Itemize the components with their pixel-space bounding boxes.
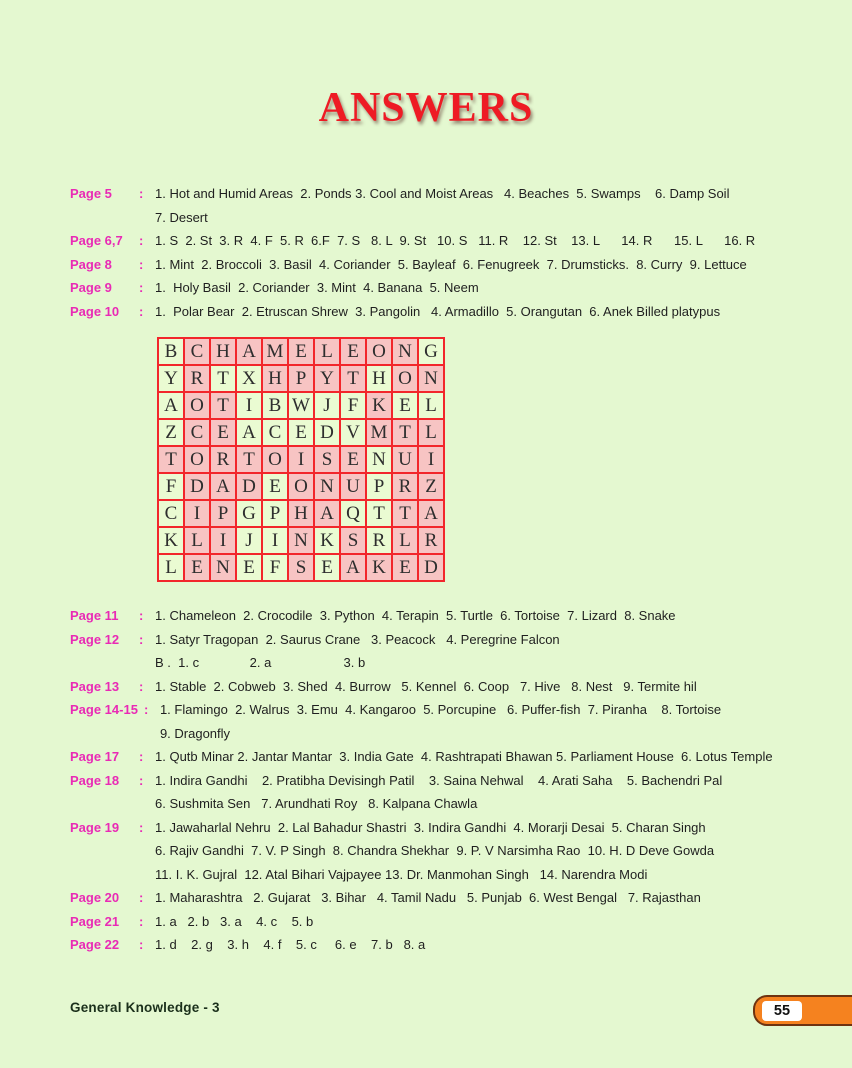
grid-cell: D [418, 554, 444, 581]
grid-cell: I [236, 392, 262, 419]
grid-cell: O [184, 392, 210, 419]
grid-cell: I [184, 500, 210, 527]
grid-cell: T [392, 419, 418, 446]
grid-cell: H [366, 365, 392, 392]
answer-line: B . 1. c 2. a 3. b [155, 655, 366, 670]
answer-page-label: Page 19 [70, 819, 120, 835]
grid-cell: O [184, 446, 210, 473]
grid-cell: C [262, 419, 288, 446]
answer-entry [70, 300, 852, 324]
answer-colon: : [139, 280, 144, 295]
answer-entry [70, 253, 852, 277]
answer-entry [70, 229, 852, 253]
grid-cell: L [418, 392, 444, 419]
grid-cell: O [262, 446, 288, 473]
answer-entry [70, 816, 852, 887]
grid-cell: B [158, 338, 184, 365]
answer-page-label: Page 8 [70, 256, 112, 272]
grid-cell: H [210, 338, 236, 365]
answer-colon: : [139, 678, 144, 694]
answer-colon: : [139, 937, 144, 952]
grid-cell: R [184, 365, 210, 392]
answer-content [155, 276, 852, 300]
answer-content [155, 604, 852, 628]
grid-cell: W [288, 392, 314, 419]
answer-line: 1. Jawaharlal Nehru 2. Lal Bahadur Shastri 3. Indira Gandhi 4. Morarji Desai 5. Charan Singh [155, 819, 706, 835]
answer-colon: : [139, 749, 144, 764]
grid-cell: R [366, 527, 392, 554]
answer-content [155, 910, 852, 934]
grid-cell: N [366, 446, 392, 473]
grid-cell: Z [158, 419, 184, 446]
answer-page-label: Page 14-15 [70, 702, 138, 717]
answer-line: 6. Sushmita Sen 7. Arundhati Roy 8. Kalpana Chawla [155, 796, 478, 811]
answer-content [155, 628, 852, 675]
grid-cell: A [340, 554, 366, 581]
grid-cell: R [392, 473, 418, 500]
grid-row [158, 392, 444, 419]
answer-colon: : [139, 631, 144, 647]
answer-line: 7. Desert [155, 209, 208, 225]
answer-line: 6. Rajiv Gandhi 7. V. P Singh 8. Chandra Shekhar 9. P. V Narsimha Rao 10. H. D Deve Gowda [155, 843, 715, 858]
grid-cell: A [236, 338, 262, 365]
answer-page-label: Page 13 [70, 678, 120, 694]
grid-cell: E [184, 554, 210, 581]
grid-cell: M [366, 419, 392, 446]
answer-entry [70, 933, 852, 957]
answer-entry [70, 910, 852, 934]
word-search-grid [157, 337, 445, 582]
grid-row [158, 446, 444, 473]
answers-list-top [70, 182, 852, 323]
grid-cell: N [314, 473, 340, 500]
answer-entry [70, 769, 852, 816]
grid-cell: L [184, 527, 210, 554]
grid-cell: I [262, 527, 288, 554]
book-title: General Knowledge - 3 [70, 1000, 220, 1015]
grid-cell: I [418, 446, 444, 473]
grid-cell: K [366, 392, 392, 419]
grid-cell: I [210, 527, 236, 554]
grid-cell: L [314, 338, 340, 365]
grid-cell: C [184, 419, 210, 446]
grid-cell: C [158, 500, 184, 527]
answer-line: 9. Dragonfly [159, 725, 231, 741]
answer-line: 1. Qutb Minar 2. Jantar Mantar 3. India Gate 4. Rashtrapati Bhawan 5. Parliament House 6. Lotus Temple [155, 749, 773, 764]
grid-cell: T [158, 446, 184, 473]
answer-content [155, 229, 852, 253]
answer-content [155, 745, 852, 769]
grid-cell: E [340, 338, 366, 365]
grid-cell: U [340, 473, 366, 500]
answer-entry [70, 675, 852, 699]
grid-cell: R [418, 527, 444, 554]
grid-cell: N [210, 554, 236, 581]
grid-cell: K [314, 527, 340, 554]
grid-row [158, 365, 444, 392]
grid-cell: L [392, 527, 418, 554]
grid-row [158, 500, 444, 527]
grid-cell: O [288, 473, 314, 500]
answer-page-label: Page 10 [70, 303, 120, 319]
answer-content [155, 933, 852, 957]
answer-colon: : [139, 819, 144, 835]
grid-cell: T [236, 446, 262, 473]
grid-cell: K [158, 527, 184, 554]
page-number: 55 [762, 1001, 802, 1021]
grid-cell: M [262, 338, 288, 365]
grid-cell: Y [314, 365, 340, 392]
grid-cell: D [236, 473, 262, 500]
answer-page-label: Page 6,7 [70, 233, 123, 248]
answer-line: 1. Hot and Humid Areas 2. Ponds 3. Cool and Moist Areas 4. Beaches 5. Swamps 6. Damp Soil [155, 186, 730, 201]
grid-cell: E [288, 419, 314, 446]
answer-line: 1. d 2. g 3. h 4. f 5. c 6. e 7. b 8. a [155, 937, 426, 952]
grid-cell: F [158, 473, 184, 500]
answer-colon: : [139, 303, 144, 319]
grid-cell: E [210, 419, 236, 446]
grid-cell: E [236, 554, 262, 581]
answer-page-label: Page 22 [70, 937, 120, 952]
answer-line: 1. Mint 2. Broccoli 3. Basil 4. Coriander 5. Bayleaf 6. Fenugreek 7. Drumsticks. 8. Curry 9. Lettuce [155, 256, 747, 272]
answer-page-label: Page 18 [70, 772, 120, 788]
answer-entry [70, 698, 852, 745]
answer-colon: : [139, 256, 144, 272]
answer-content [155, 675, 852, 699]
answer-entry [70, 604, 852, 628]
grid-cell: H [262, 365, 288, 392]
grid-cell: E [314, 554, 340, 581]
answer-entry [70, 886, 852, 910]
answer-page-label: Page 17 [70, 749, 120, 764]
grid-cell: T [392, 500, 418, 527]
grid-cell: C [184, 338, 210, 365]
answer-line: 11. I. K. Gujral 12. Atal Bihari Vajpayee 13. Dr. Manmohan Singh 14. Narendra Modi [155, 866, 648, 882]
answer-page-label: Page 20 [70, 890, 120, 905]
answer-entry [70, 745, 852, 769]
answer-content [155, 253, 852, 277]
grid-cell: G [418, 338, 444, 365]
answer-content [155, 769, 852, 816]
grid-cell: E [392, 392, 418, 419]
grid-cell: Z [418, 473, 444, 500]
grid-cell: G [236, 500, 262, 527]
grid-cell: R [210, 446, 236, 473]
grid-row [158, 473, 444, 500]
answer-line: 1. a 2. b 3. a 4. c 5. b [155, 913, 314, 929]
grid-row [158, 527, 444, 554]
grid-cell: T [210, 392, 236, 419]
grid-cell: L [418, 419, 444, 446]
answer-line: 1. Chameleon 2. Crocodile 3. Python 4. Terapin 5. Turtle 6. Tortoise 7. Lizard 8. Snake [155, 608, 676, 623]
answer-colon: : [139, 772, 144, 788]
grid-cell: J [314, 392, 340, 419]
grid-cell: J [236, 527, 262, 554]
answer-line: 1. Stable 2. Cobweb 3. Shed 4. Burrow 5. Kennel 6. Coop 7. Hive 8. Nest 9. Termite hil [155, 678, 697, 694]
grid-cell: D [184, 473, 210, 500]
grid-cell: P [288, 365, 314, 392]
page-title: ANSWERS [318, 85, 534, 131]
answer-line: 1. Indira Gandhi 2. Pratibha Devisingh Patil 3. Saina Nehwal 4. Arati Saha 5. Bachendri Pal [155, 772, 723, 788]
answer-line: 1. Satyr Tragopan 2. Saurus Crane 3. Peacock 4. Peregrine Falcon [155, 631, 560, 647]
answer-entry [70, 276, 852, 300]
grid-cell: T [340, 365, 366, 392]
grid-cell: Y [158, 365, 184, 392]
grid-cell: E [340, 446, 366, 473]
grid-row [158, 554, 444, 581]
grid-cell: S [288, 554, 314, 581]
answer-entry [70, 182, 852, 229]
grid-cell: D [314, 419, 340, 446]
grid-row [158, 419, 444, 446]
grid-cell: F [340, 392, 366, 419]
answer-line: 1. S 2. St 3. R 4. F 5. R 6.F 7. S 8. L 9. St 10. S 11. R 12. St 13. L 14. R 15. L 16. R [155, 233, 756, 248]
grid-cell: V [340, 419, 366, 446]
answers-list-bottom [70, 604, 852, 957]
grid-cell: K [366, 554, 392, 581]
grid-cell: L [158, 554, 184, 581]
answer-content [155, 182, 852, 229]
answer-content [160, 698, 852, 745]
answer-entry [70, 628, 852, 675]
answer-page-label: Page 9 [70, 280, 112, 295]
grid-cell: A [314, 500, 340, 527]
grid-cell: N [392, 338, 418, 365]
grid-cell: P [210, 500, 236, 527]
grid-cell: N [418, 365, 444, 392]
grid-cell: A [236, 419, 262, 446]
grid-cell: N [288, 527, 314, 554]
grid-cell: S [340, 527, 366, 554]
grid-cell: F [262, 554, 288, 581]
answer-page-label: Page 21 [70, 913, 120, 929]
grid-cell: P [262, 500, 288, 527]
grid-row [158, 338, 444, 365]
grid-cell: T [210, 365, 236, 392]
grid-cell: O [392, 365, 418, 392]
answer-line: 1. Polar Bear 2. Etruscan Shrew 3. Pangolin 4. Armadillo 5. Orangutan 6. Anek Billed platypus [155, 303, 721, 319]
grid-cell: B [262, 392, 288, 419]
answer-content [155, 300, 852, 324]
answer-page-label: Page 11 [70, 608, 119, 623]
grid-cell: E [288, 338, 314, 365]
answer-colon: : [139, 608, 144, 623]
grid-cell: Q [340, 500, 366, 527]
grid-cell: E [392, 554, 418, 581]
answer-colon: : [139, 186, 144, 201]
grid-cell: S [314, 446, 340, 473]
grid-cell: O [366, 338, 392, 365]
answer-line: 1. Flamingo 2. Walrus 3. Emu 4. Kangaroo 5. Porcupine 6. Puffer-fish 7. Piranha 8. Tortoise [159, 702, 722, 717]
answer-colon: : [139, 913, 144, 929]
grid-cell: A [210, 473, 236, 500]
grid-cell: I [288, 446, 314, 473]
grid-cell: H [288, 500, 314, 527]
answer-page-label: Page 5 [70, 186, 112, 201]
answer-colon: : [139, 233, 144, 248]
answer-colon: : [143, 702, 149, 717]
grid-cell: T [366, 500, 392, 527]
grid-cell: E [262, 473, 288, 500]
page-number-badge [753, 995, 852, 1026]
answer-page-label: Page 12 [70, 631, 120, 647]
grid-cell: U [392, 446, 418, 473]
grid-cell: A [158, 392, 184, 419]
grid-cell: A [418, 500, 444, 527]
answer-line: 1. Maharashtra 2. Gujarat 3. Bihar 4. Tamil Nadu 5. Punjab 6. West Bengal 7. Rajasthan [155, 890, 701, 905]
answer-content [155, 816, 852, 887]
grid-cell: X [236, 365, 262, 392]
grid-cell: P [366, 473, 392, 500]
answer-line: 1. Holy Basil 2. Coriander 3. Mint 4. Banana 5. Neem [155, 280, 479, 295]
answer-colon: : [139, 890, 144, 905]
answer-content [155, 886, 852, 910]
